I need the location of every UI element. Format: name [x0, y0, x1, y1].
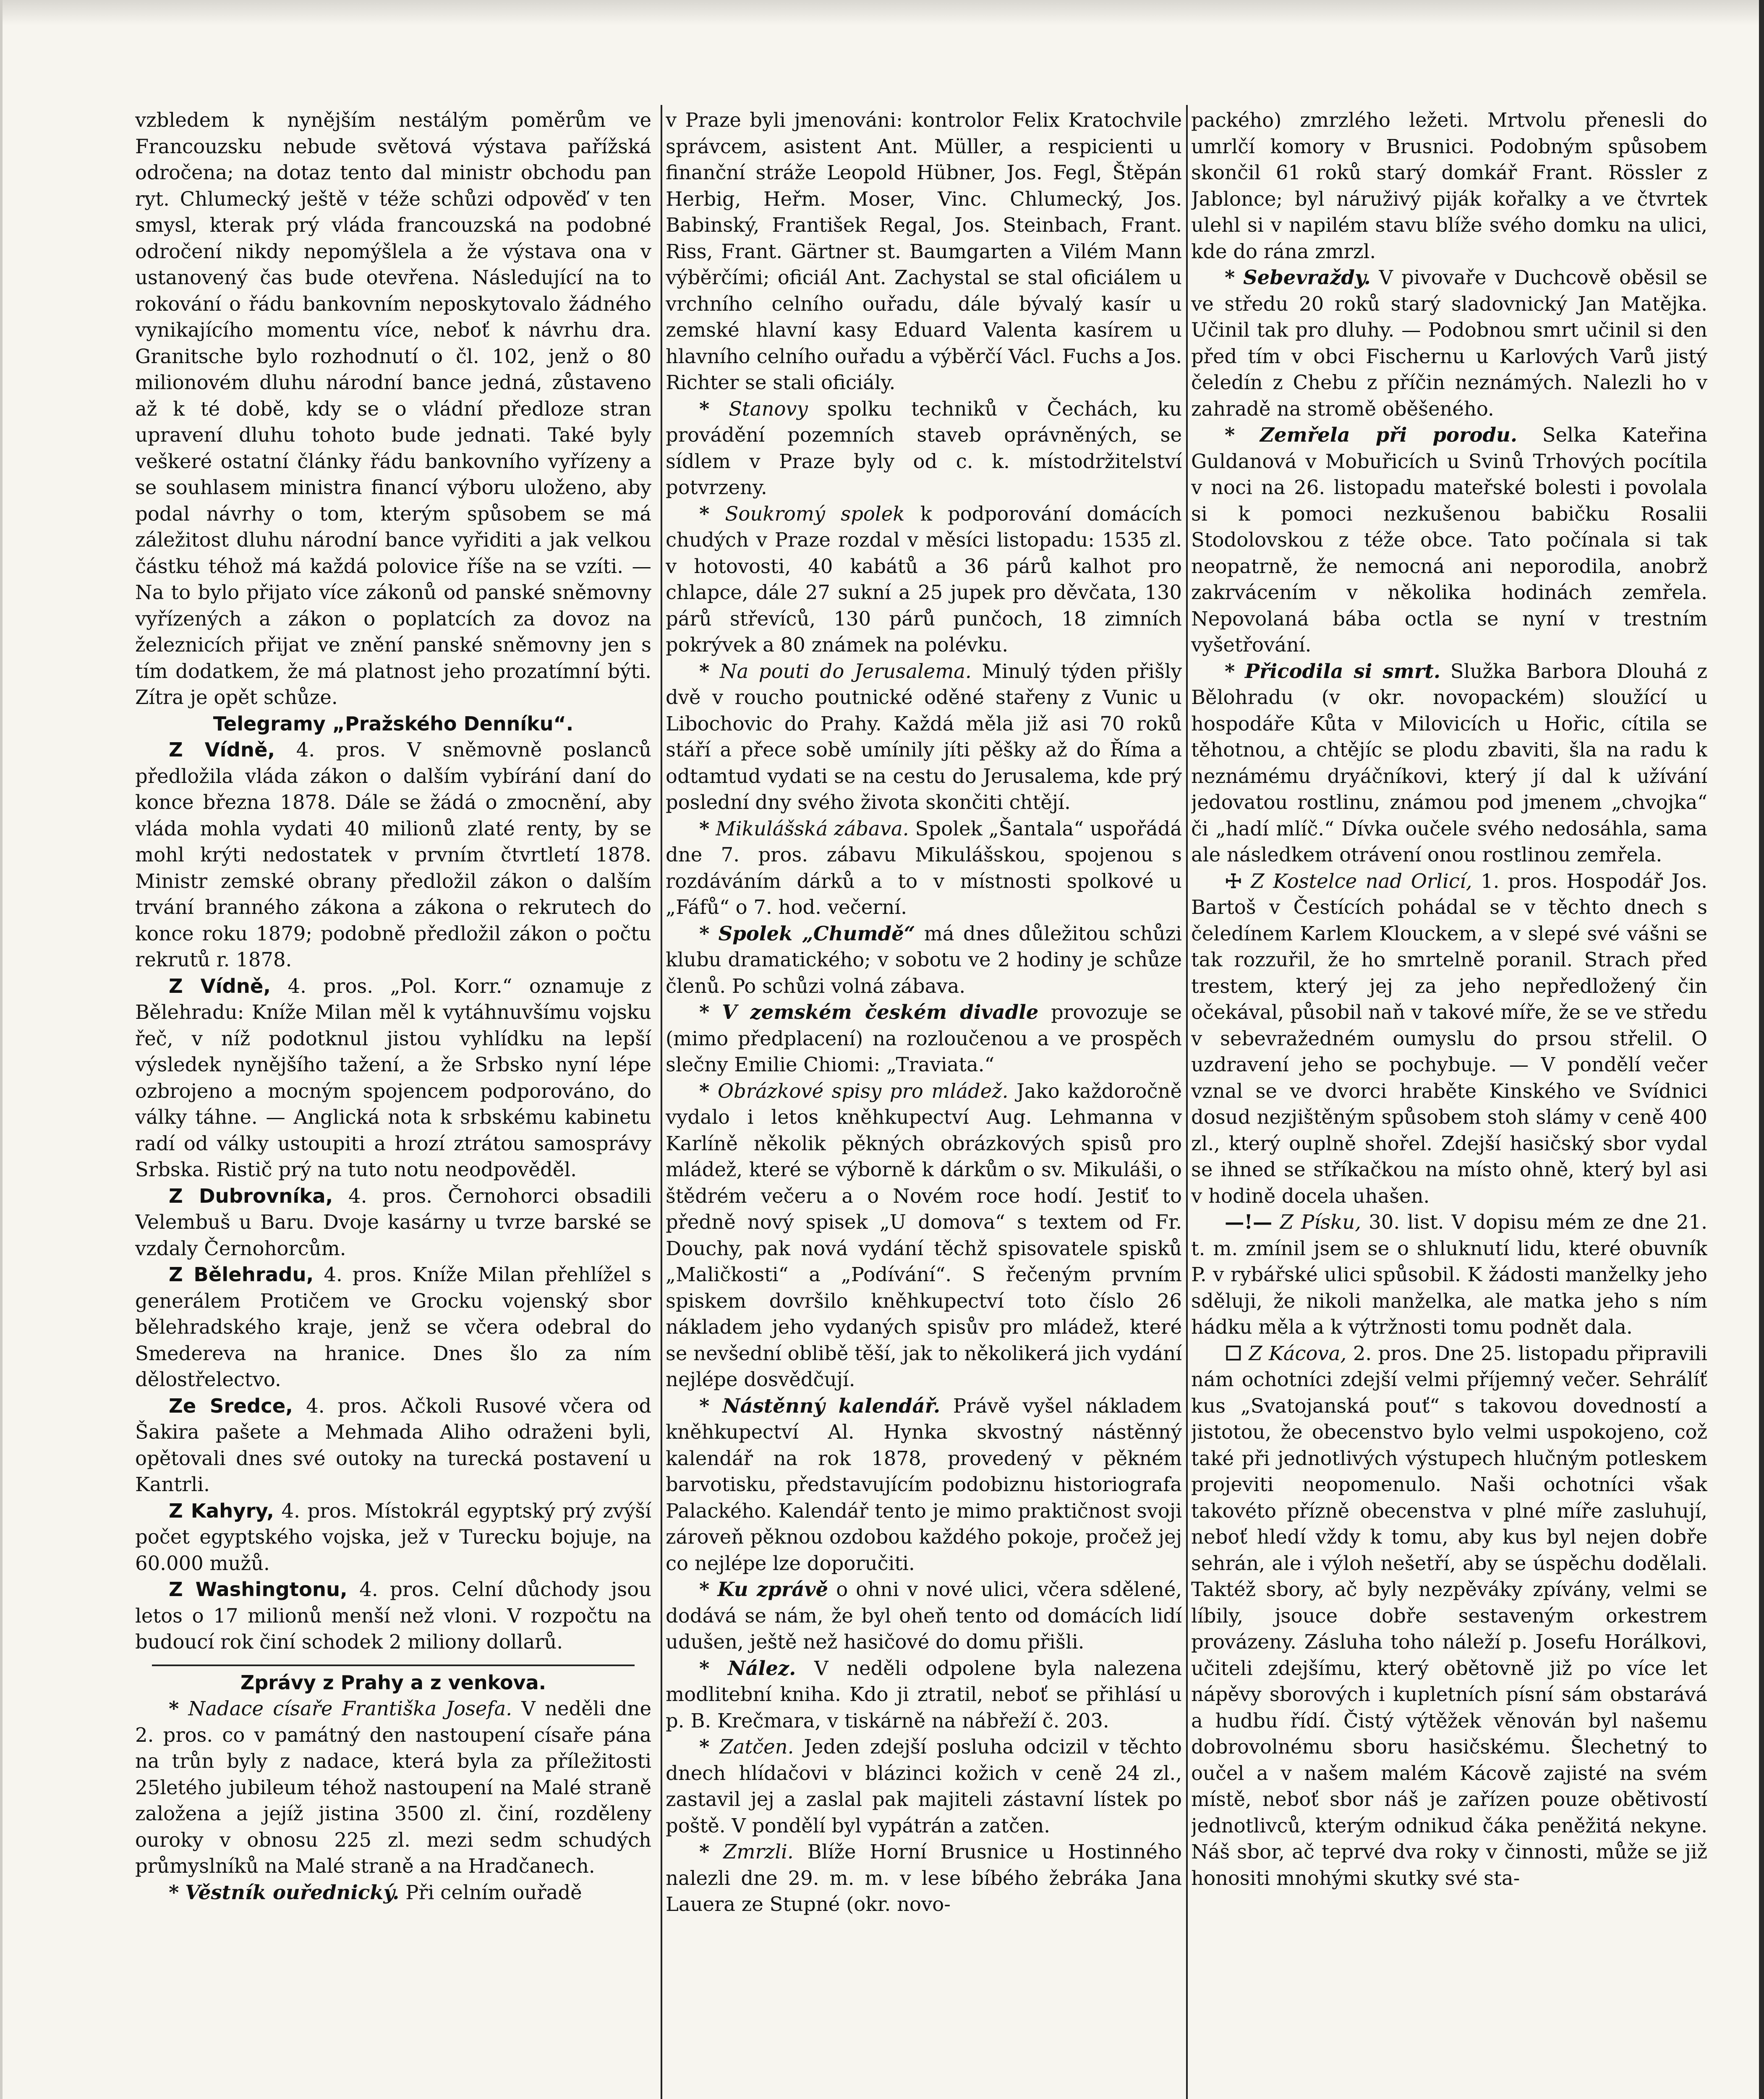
news-item	[666, 1734, 1182, 1839]
section-heading-news: Zprávy z Prahy a z venkova.	[240, 1671, 546, 1694]
column-divider-2	[1186, 105, 1188, 2099]
correspondence-item	[1191, 868, 1707, 1209]
telegram-text: 4. pros. V sněmovně poslanců předložila vláda zákon o dalším vybírání daní do konce března 1878. Dále se žádá o zmocnění, aby vláda mohla vydati 40 milionů zlaté renty, by se mohl krýti nedostatek v prvním čtvrtletí 1878. Ministr zemské obrany předložil zákon o dalším trvání branného zákona a zákona o rekrutech do konce roku 1879; podobně předložil zákon o počtu rekrutů r. 1878.	[135, 738, 651, 971]
correspondence-text: 2. pros. Dne 25. listopadu připravili nám ochotníci zdejší velmi příjemný večer. Sehrálíť kus „Svatojanská pouť“ s takovou dovedností a jistotou, že obecenstvo bylo velmi uspokojeno, což také při jednotlivých výstupech hlučným potleskem projeviti neopomenulo. Naši ochotníci však takovéto přízně obecenstva v plné míře zasluhují, neboť hledí vždy k tomu, aby kus byl nejen dobře sehrán, ale i výloh nešetří, aby se úspěchu dodělali. Taktéž sbory, ač byly nezpěváky zpívány, velmi se líbily, jsouce dobře sestaveným orkestrem provázeny. Zásluha toho náleží p. Josefu Horálkovi, učiteli zdejšímu, který obětovně již po více let nápěvy sborových i kupletních písní sám obstarává a hudbu řídí. Čistý výtěžek věnován byl našemu dobrovolnému sboru hasičskému. Šlechetný to oučel a v našem malém Kácově zajisté na svém místě, neboť sbor náš je zařízen pouze obětivostí jednotlivců, kterým odnikud čáka peněžitá nekyne. Náš sbor, ač teprvé dva roky v činnosti, může se již honositi mnohými skutky své sta-	[1191, 1342, 1707, 1890]
item-asterisk: *	[699, 1840, 710, 1863]
news-continuation: v Praze byli jmenováni: kontrolor Felix Kratochvile správcem, asistent Ant. Müller, a respicienti u finanční stráže Leopold Hübner, Jos. Fegl, Štěpán Herbig, Heřm. Moser, Vinc. Chlumecký, Jos. Babinský, František Regal, Jos. Steinbach, Frant. Riss, Frant. Gärtner st. Baumgarten a Vilém Mann výběrčími; oficiál Ant. Zachystal se stal oficiálem u vrchního celního ouřadu, dále bývalý kasír u zemské hlavní kasy Eduard Valenta kasírem u hlavního celního ouřadu a výběrčí Václ. Fuchs a Jos. Richter se stali oficiály.	[666, 109, 1182, 394]
news-item	[1191, 658, 1707, 868]
item-asterisk: *	[699, 1000, 710, 1023]
news-item	[666, 921, 1182, 1000]
news-text: má dnes důležitou schůzi klubu dramatického; v sobotu ve 2 hodiny je schůze členů. Po schůzi volná zábava.	[666, 922, 1182, 997]
news-item	[1191, 264, 1707, 422]
telegram-item	[135, 1261, 651, 1393]
news-text: provozuje se (mimo předplacení) na rozloučenou a ve prospěch slečny Emilie Chiomi: „Traviata.“	[666, 1001, 1182, 1076]
news-title: Zemřela při porodu.	[1260, 423, 1518, 446]
correspondence-item	[1191, 1340, 1707, 1892]
dateline-place: Z Vídně,	[169, 738, 275, 761]
dateline-place: Ze Sredce,	[169, 1394, 293, 1417]
item-asterisk: *	[699, 397, 710, 420]
news-title: Spolek „Chumdě“	[718, 921, 915, 945]
news-title: Zmrzli.	[723, 1840, 794, 1863]
section-separator	[152, 1665, 635, 1666]
telegram-text: 4. pros. Ačkoli Rusové včera od Šakira pašete a Mehmada Aliho odraženi byli, opětovali dnes své outoky na turecká postavení u Kantrli.	[135, 1394, 651, 1496]
item-asterisk: *	[1225, 266, 1235, 289]
news-text: Spolek „Šantala“ uspořádá dne 7. pros. zábavu Mikulášskou, spojenou s rozdáváním dárků a to v místnosti spolkové u „Fáfů“ o 7. hod. večerní.	[666, 817, 1182, 919]
scan-left-edge	[0, 0, 3, 2099]
telegram-text: 4. pros. Kníže Milan přehlížel s generálem Protičem ve Grocku vojenský sbor bělehradského kraje, jenž se včera odebral do Smedereva na hranice. Dnes šlo za ním dělostřelectvo.	[135, 1263, 651, 1391]
telegram-item	[135, 1393, 651, 1498]
article-continuation: vzbledem k nynějším nestálým poměrům ve Francouzsku nebude světová výstava pařížská odročena; na dotaz tento dal ministr obchodu pan ryt. Chlumecký ještě v téže schůzi odpověď v ten smysl, kterak prý vláda francouzská na podobné odročení nikdy nepomýšlela a že výstava ona v ustanovený čas bude otevřena. Následující na to rokování o řádu bankovním neposkytovalo žádného vynikajícího momentu více, neboť k návrhu dra. Granitsche bylo rozhodnutí o čl. 102, jenž o 80 milionovém dluhu národní bance jedná, zůstaveno až k té době, kdy se o vládní předloze stran upravení dluhu tohoto bude jednati. Také byly veškeré ostatní články řádu bankovního vyřízeny a se souhlasem ministra financí výboru uloženo, aby podal návrhy o tom, kterým spůsobem se má záležitost dluhu národní bance vyřiditi a jak velkou částku téhož má každá polovice říše na se vzíti. — Na to bylo přijato více zákonů od panské sněmovny vyřízených a zákon o poplatcích za dovoz na železnicích přijat ve znění panské sněmovny jen s tím dodatkem, že má platnost jeho prozatímní býti. Zítra je opět schůze.	[135, 109, 651, 709]
news-item	[666, 1576, 1182, 1655]
dateline-place: Z Vídně,	[169, 974, 271, 997]
news-item	[666, 816, 1182, 921]
item-asterisk: *	[699, 817, 710, 840]
column-divider-1	[661, 105, 662, 2099]
news-item	[666, 999, 1182, 1078]
news-title: Zatčen.	[719, 1735, 794, 1758]
news-title: Stanovy	[729, 397, 808, 420]
news-title: Sebevraždy.	[1243, 266, 1371, 289]
news-text: Minulý týden přišly dvě v roucho poutnické oděné stařeny z Vunic u Libochovic do Prahy. Každá měla již asi 70 roků stáří a přece sobě umínily jíti pěšky až do Říma a odtamtud vydati se na cestu do Jerusalema, kde prý poslední dny svého života skončiti chtějí.	[666, 660, 1182, 814]
news-text: Selka Kateřina Guldanová v Mobuřicích u Svinů Trhových pocítila v noci na 26. listopadu mateřské bolesti i povolala si k pomoci nezkušenou babičku Rosalii Stodolovskou z téže obce. Tato počínala si tak neopatrně, že nemocná ani neporodila, anobrž zakrvácením v několika hodinách zemřela. Nepovolaná bába octla se nyní v trestním vyšetřování.	[1191, 424, 1707, 656]
telegram-item	[135, 1498, 651, 1577]
news-title: Nástěnný kalendář.	[722, 1394, 941, 1417]
news-item	[666, 396, 1182, 501]
news-text: spolku techniků v Čechách, ku provádění pozemních staveb oprávněných, se sídlem v Praze byly od c. k. místodržitelství potvrzeny.	[666, 397, 1182, 499]
item-asterisk: *	[169, 1697, 179, 1720]
news-text: Blíže Horní Brusnice u Hostinného nalezli dne 29. m. m. v lese bíbého žebráka Jana Lauera ze Stupné (okr. novo-	[666, 1840, 1182, 1916]
telegram-text: 4. pros. Místokrál egyptský prý zvýší počet egyptského vojska, jež v Turecku bojuje, na 60.000 mužů.	[135, 1499, 651, 1575]
news-item	[666, 1655, 1182, 1734]
news-item	[666, 1839, 1182, 1918]
scan-right-edge	[1759, 0, 1764, 2099]
column-2	[666, 107, 1182, 2099]
news-title: Nález.	[727, 1656, 796, 1680]
telegram-item	[135, 973, 651, 1183]
cross-mark-icon: ☩	[1225, 869, 1242, 892]
news-text: Jeden zdejší posluha odcizil v těchto dnech hlídačovi v blázinci kožich v ceně 24 zl., zastavil jej a zaslal pak majiteli zástavní lístek po poště. V pondělí byl vypátrán a zatčen.	[666, 1735, 1182, 1837]
news-continuation: packého) zmrzlého ležeti. Mrtvolu přenesli do umrlčí komory v Brusnici. Podobným spůsobem skončil 61 roků starý domkář Frant. Rössler z Jablonce; byl náruživý piják kořalky a ve čtvrtek ulehl si v napilém stavu blíže svého domku na ulici, kde do rána zmrzl.	[1191, 109, 1707, 263]
news-item	[666, 501, 1182, 658]
news-item	[666, 1393, 1182, 1577]
news-title: Soukromý spolek	[725, 502, 905, 525]
news-item	[1191, 422, 1707, 658]
telegram-text: 4. pros. „Pol. Korr.“ oznamuje z Bělehradu: Kníže Milan měl k vytáhnuvšímu vojsku řeč, v níž podotknul jistou vyhlídku na lepší výsledek nynějšího tažení, a že Srbsko nyní lépe ozbrojeno a mocným spojencem podporováno, do války táhne. — Anglická nota k srbskému kabinetu radí od války ustoupiti a hrozí ztrátou samosprávy Srbska. Ristič prý na tuto notu neodpověděl.	[135, 974, 651, 1181]
news-text: V neděli odpolene byla nalezena modlitební kniha. Kdo ji ztratil, neboť se přihlásí u p. B. Krečmara, v tiskárně na nábřeží č. 203.	[666, 1657, 1182, 1732]
item-asterisk: *	[699, 502, 710, 525]
dateline-place: Z Kácova,	[1249, 1342, 1347, 1365]
item-asterisk: *	[1225, 659, 1235, 683]
news-text: V neděli dne 2. pros. co v památný den nastoupení císaře pána na trůn byly z nadace, která byla za příležitosti 25letého jubileum téhož nastoupení na Malé straně založena a jejíž jistina 3500 zl. činí, rozděleny ouroky v obnosu 225 zl. mezi sedm schudých průmyslníků na Malé straně a na Hradčanech.	[135, 1697, 651, 1877]
news-item	[666, 1078, 1182, 1393]
news-item	[135, 1879, 651, 1906]
dateline-place: Z Bělehradu,	[169, 1263, 314, 1286]
news-title: V zemském českém divadle	[722, 1000, 1039, 1023]
item-asterisk: *	[1225, 423, 1235, 446]
item-asterisk: *	[169, 1880, 179, 1904]
item-asterisk: *	[699, 1079, 710, 1102]
news-text: Právě vyšel nákladem kněhkupectví Al. Hynka skvostný nástěnný kalendář na rok 1878, provedený v pěkném barvotisku, představujícím podobiznu historiografa Palackého. Kalendář tento je mimo praktičnost svoji zároveň pěknou ozdobou každého pokoje, pročež jej co nejlépe lze doporučiti.	[666, 1394, 1182, 1575]
news-title: Na pouti do Jerusalema.	[719, 660, 972, 683]
news-item	[135, 1696, 651, 1879]
telegram-item	[135, 1183, 651, 1262]
dateline-place: Z Kostelce nad Orlicí,	[1251, 869, 1472, 892]
news-title: Přicodila si smrt.	[1245, 659, 1441, 683]
correspondence-item	[1191, 1209, 1707, 1340]
item-asterisk: *	[699, 1735, 710, 1758]
news-title: Mikulášská zábava.	[716, 817, 909, 840]
item-asterisk: *	[699, 1578, 710, 1601]
item-asterisk: *	[699, 1656, 710, 1680]
news-text: Jako každoročně vydalo i letos kněhkupectví Aug. Lehmanna v Karlíně několik pěkných obrázkových spisů pro mládež, které se výborně k dárkům o sv. Mikuláši, o štědrém večeru a o Novém roce hodí. Jestiť to předně nový spisek „U domova“ s textem od Fr. Douchy, pak nová vydání těchž spisovatele spisků „Maličkosti“ a „Podívání“. S řečeným prvním spiskem dovršilo kněhkupectví toto číslo 26 nákladem jeho vydaných spisův pro mládež, které se nevšední oblibě těší, jak to několikerá jich vydání nejlépe dosvědčují.	[666, 1079, 1182, 1391]
telegram-item	[135, 737, 651, 973]
column-3	[1191, 107, 1707, 2099]
section-heading-telegrams: Telegramy „Pražského Denníku“.	[213, 712, 574, 735]
news-text: V pivovaře v Duchcově oběsil se ve středu 20 roků starý sladovnický Jan Matějka. Učinil tak pro dluhy. — Podobnou smrt učinil si den před tím v obci Fischernu u Karlových Varů jistý čeledín z Chebu z příčin neznámých. Nalezli ho v zahradě na stromě oběšeného.	[1191, 266, 1707, 420]
news-text: k podporování domácích chudých v Praze rozdal v měsíci listopadu: 1535 zl. v hotovosti, 40 kabátů a 36 párů kalhot pro chlapce, dále 27 sukní a 25 jupek pro děvčata, 130 párů střevíců, 130 párů punčoch, 18 zimních pokrývek a 80 známek na polévku.	[666, 502, 1182, 656]
news-title: Nadace císaře Františka Josefa.	[188, 1697, 512, 1720]
dateline-place: Z Kahyry,	[169, 1499, 274, 1522]
news-item	[666, 658, 1182, 816]
dateline-place: Z Dubrovníka,	[169, 1184, 333, 1207]
item-asterisk: *	[699, 659, 710, 683]
dash-mark-icon: —!—	[1225, 1210, 1273, 1233]
news-text: o ohni v nové ulici, včera sdělené, dodává se nám, že byl oheň tento od domácích lidí udušen, ještě než hasičové do domu přišli.	[666, 1578, 1182, 1653]
column-1	[135, 107, 651, 2099]
dateline-place: Z Písku,	[1280, 1211, 1361, 1233]
news-title: Věstník ouřednický.	[185, 1880, 400, 1904]
news-text: Při celním ouřadě	[405, 1881, 582, 1904]
item-asterisk: *	[699, 921, 710, 945]
telegram-text: 4. pros. Černohorci obsadili Velembuš u Baru. Dvoje kasárny u tvrze barské se vzdaly Černohorcům.	[135, 1184, 651, 1260]
item-asterisk: *	[699, 1394, 710, 1417]
scan-top-edge	[0, 0, 1764, 25]
news-text: Služka Barbora Dlouhá z Bělohradu (v okr. novopackém) sloužící u hospodáře Kůta v Milovicích u Hořic, cítila se těhotnou, a chtějíc se plodu zbaviti, šla na radu k neznámému dryáčníkovi, který jí dal k užívání jedovatou rostlinu, známou pod jmenem „chvojka“ či „hadí mlíč.“ Dívka oučele svého nedosáhla, sama ale následkem otrávení onou rostlinou zemřela.	[1191, 660, 1707, 866]
correspondence-text: 1. pros. Hospodář Jos. Bartoš v Čestících pohádal se v těchto dnech s čeledínem Karlem Klouckem, a v slepé své vášni se tak rozzuřil, že ho smrtelně poranil. Strach před trestem, který jej za jeho nepředložený čin očekával, působil naň v takové míře, že se ve středu v sebevražedném oumyslu do prsou střelil. O uzdravení jeho se pochybuje. — V pondělí večer vznal se ve dvorci hraběte Kinského ve Svídnici dosud nezjištěným spůsobem stoh slámy v ceně 400 zl., který ouplně shořel. Zdejší hasičský sbor vydal se ihned se stříkačkou na místo ohně, který byl asi v hodině docela uhašen.	[1191, 869, 1707, 1207]
news-title: Ku zprávě	[717, 1578, 828, 1601]
correspondence-text: 30. list. V dopisu mém ze dne 21. t. m. zmínil jsem se o shluknutí lidu, které obuvník P. v rybářské ulici spůsobil. K žádosti manželky jeho sděluji, že nikoli manželka, ale matka jeho s ním hádku měla a k výtržnosti tomu podnět dala.	[1191, 1211, 1707, 1338]
telegram-item	[135, 1576, 651, 1655]
news-title: Obrázkové spisy pro mládež.	[717, 1079, 1009, 1102]
square-mark-icon: ☐	[1225, 1341, 1242, 1365]
telegram-text: 4. pros. Celní důchody jsou letos o 17 milionů menší než vloni. V rozpočtu na budoucí rok činí schodek 2 miliony dollarů.	[135, 1578, 651, 1653]
dateline-place: Z Washingtonu,	[169, 1578, 348, 1601]
